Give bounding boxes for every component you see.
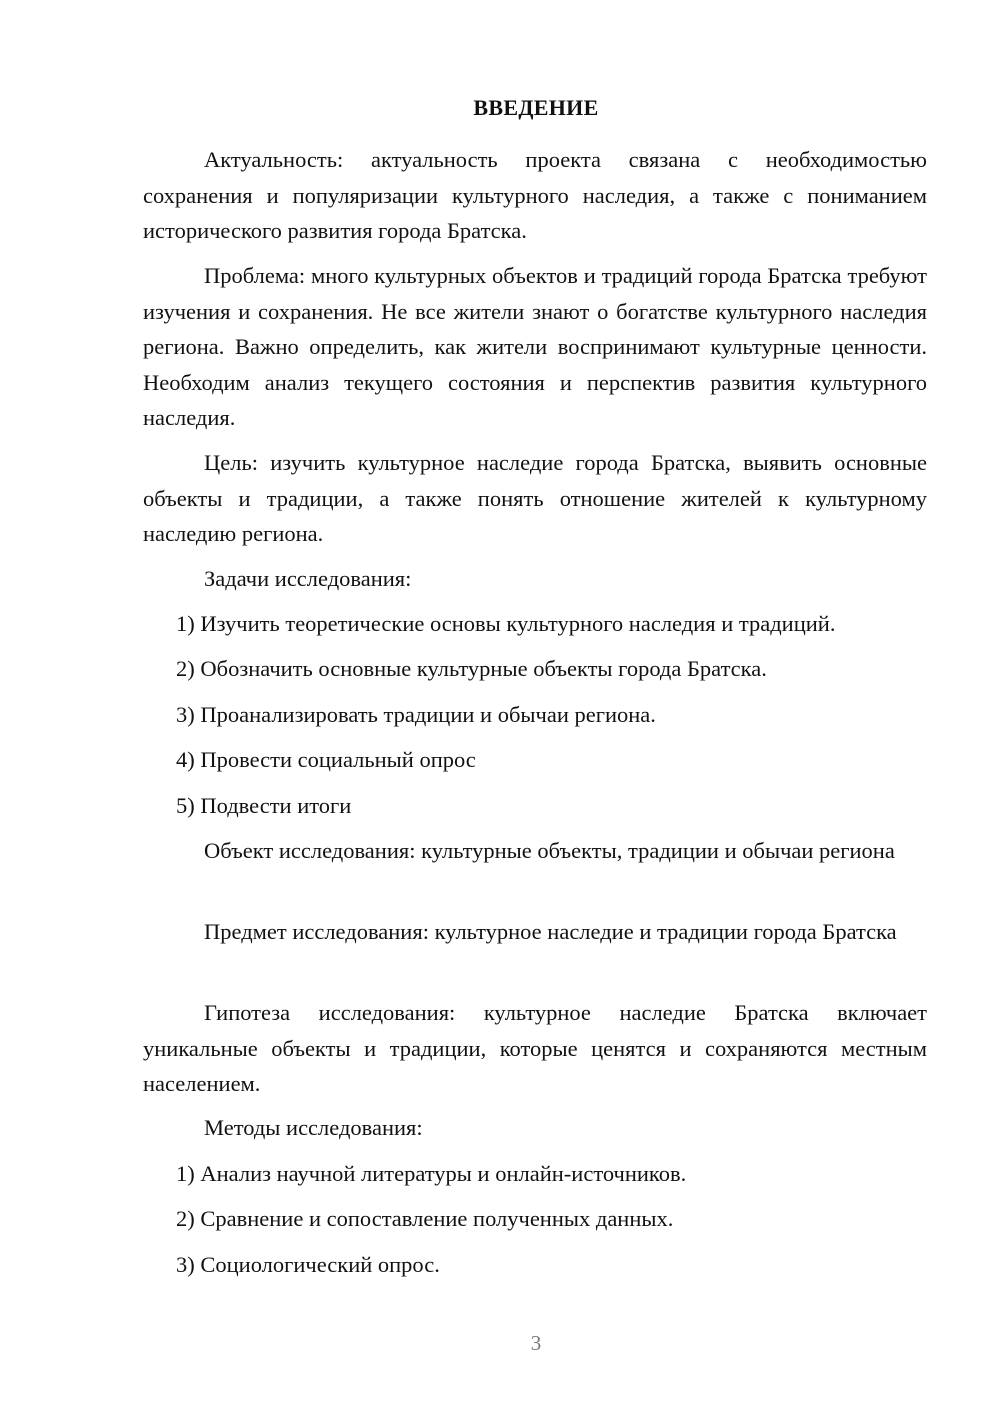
task-item-4: 4) Провести социальный опрос [176, 747, 476, 772]
paragraph-goal: Цель: изучить культурное наследие города Братска, выявить основные объекты и традиции, а также понять отношение жителей к культурному наследию региона. [143, 450, 927, 546]
page-number: 3 [530, 1331, 542, 1355]
task-item-2: 2) Обозначить основные культурные объекты города Братска. [176, 656, 767, 681]
method-item-3: 3) Социологический опрос. [176, 1252, 440, 1277]
task-item-1: 1) Изучить теоретические основы культурного наследия и традиций. [176, 611, 836, 636]
methods-heading: Методы исследования: [204, 1115, 423, 1140]
paragraph-object: Объект исследования: культурные объекты, традиции и обычаи региона [204, 838, 895, 863]
page-title: ВВЕДЕНИЕ [473, 95, 599, 120]
paragraph-problem: Проблема: много культурных объектов и традиций города Братска требуют изучения и сохранения. Не все жители знают о богатстве культурного наследия региона. Важно определить, как жители воспринимают культурные ценности. Необходим анализ текущего состояния и перспектив развития культурного наследия. [143, 263, 927, 430]
tasks-heading: Задачи исследования: [204, 566, 412, 591]
method-item-1: 1) Анализ научной литературы и онлайн-источников. [176, 1161, 687, 1186]
paragraph-hypothesis: Гипотеза исследования: культурное наследие Братска включает уникальные объекты и традиции, которые ценятся и сохраняются местным населением. [143, 1000, 927, 1096]
task-item-5: 5) Подвести итоги [176, 793, 352, 818]
paragraph-subject: Предмет исследования: культурное наследие и традиции города Братска [204, 919, 897, 944]
paragraph-relevance: Актуальность: актуальность проекта связана с необходимостью сохранения и популяризации культурного наследия, а также с пониманием исторического развития города Братска. [143, 147, 927, 243]
task-item-3: 3) Проанализировать традиции и обычаи региона. [176, 702, 656, 727]
method-item-2: 2) Сравнение и сопоставление полученных данных. [176, 1206, 674, 1231]
